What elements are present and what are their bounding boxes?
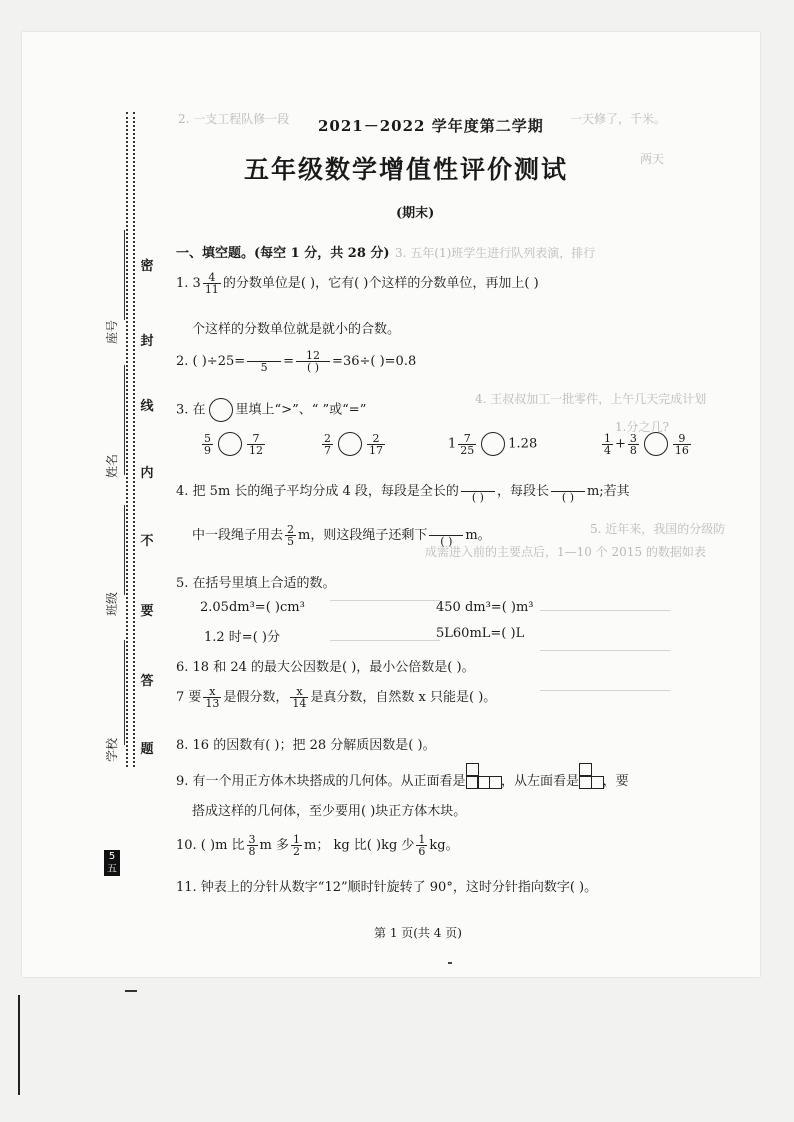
binding-dotted-line <box>126 112 128 767</box>
compare-pair-3: 1 $\frac{7}{25}$ 1.28 <box>448 431 538 457</box>
left-view-icon <box>579 774 603 789</box>
question-8: 8. 16 的因数有( )；把 28 分解质因数是( )。 <box>176 738 436 753</box>
bleed-chart <box>540 610 670 611</box>
bleed-text: 5. 近年来，我国的分级防 <box>590 522 726 536</box>
compare-pair-1: $\frac{5}{9}$ $\frac{7}{12}$ <box>204 431 263 457</box>
q3-prefix: 3. 在 <box>176 402 206 418</box>
bleed-text: 一天修了，千米。 <box>570 112 667 126</box>
binding-dotted-line <box>133 112 135 767</box>
q7-prefix: 7 要 <box>176 690 202 705</box>
page-footer: 第 1 页(共 4 页) <box>374 926 462 940</box>
school-year-term: 2021－2022 学年度第二学期 <box>318 117 544 135</box>
q10-suffix: kg。 <box>429 838 459 853</box>
seal-char: 内 <box>140 466 154 481</box>
exam-subtitle: (期末) <box>396 206 435 221</box>
q9-text: 9. 有一个用正方体木块搭成的几何体。从正面看是 <box>176 774 466 789</box>
seal-char: 不 <box>140 534 154 549</box>
school-label: 学校 <box>105 737 119 762</box>
q4-text: 4. 把 5m 长的绳子平均分成 4 段，每段是全长的 <box>176 484 459 499</box>
fraction-blank: $\frac{12}{( )}$ <box>296 350 330 373</box>
seal-char: 封 <box>140 334 154 349</box>
school-line <box>124 640 125 745</box>
compare-circle[interactable] <box>644 432 668 456</box>
q4-mid: ，每段长 <box>496 484 549 499</box>
question-5: 5. 在括号里填上合适的数。 <box>176 576 336 591</box>
compare-circle[interactable] <box>481 432 505 456</box>
question-1 <box>176 272 539 295</box>
q5-item-a: 2.05dm³=( )cm³ <box>200 600 305 615</box>
section-heading: 一、填空题。(每空 1 分，共 28 分) <box>176 246 390 261</box>
bleed-text: 成需进入前的主要点后，1—10 个 2015 的数据如表 <box>425 545 706 559</box>
name-label: 姓名 <box>105 453 119 478</box>
compare-circle[interactable] <box>218 432 242 456</box>
class-label: 班级 <box>105 591 119 616</box>
q5-item-d: 5L60mL=( )L <box>436 626 525 641</box>
name-line <box>124 365 125 475</box>
q3-suffix: 里填上“>”、“ ”或“=” <box>235 402 367 418</box>
fraction-blank[interactable]: ( ) <box>461 480 495 503</box>
seal-char: 密 <box>140 259 154 274</box>
q9-end: ，要 <box>602 774 629 789</box>
question-11: 11. 钟表上的分针从数字“12”顺时针旋转了 90°，这时分针指向数字( )。 <box>176 880 598 895</box>
q4-text2b: m，则这段绳子还剩下 <box>298 528 428 543</box>
stray-mark <box>125 990 137 992</box>
page-badge: 5 五 <box>104 850 120 876</box>
bleed-text: 1.分之几? <box>615 420 669 434</box>
circle-icon <box>209 398 233 422</box>
question-2: 2. ( )÷25= 5 = $\frac{12}{( )}$ =36÷( )=0.8 <box>176 349 417 374</box>
bleed-text: 2. 一支工程队修一段 <box>178 112 290 126</box>
seat-number-label: 座号 <box>105 319 119 344</box>
q5-item-c: 1.2 时=( )分 <box>204 630 280 645</box>
bleed-text: 3. 五年(1)班学生进行队列表演，排行 <box>395 246 596 260</box>
q2-suffix: =36÷( )=0.8 <box>332 354 417 369</box>
q1-prefix: 1. 3 <box>176 276 201 291</box>
question-4-cont: 中一段绳子用去 $\frac{2}{5}$ m，则这段绳子还剩下 ( ) m。 <box>192 523 491 548</box>
seal-char: 线 <box>140 399 154 414</box>
q10-mid2: m； kg 比( )kg 少 <box>304 838 415 853</box>
seal-char: 答 <box>140 674 154 689</box>
class-line <box>124 505 125 595</box>
question-6: 6. 18 和 24 的最大公因数是( )，最小公倍数是( )。 <box>176 660 475 675</box>
compare-pair-2: $\frac{2}{7}$ $\frac{2}{17}$ <box>324 431 383 457</box>
q4-text2: 中一段绳子用去 <box>192 528 284 543</box>
q4-text2c: m。 <box>465 528 491 543</box>
seal-char: 要 <box>140 604 154 619</box>
question-10: 10. ( )m 比 $\frac{3}{8}$ m 多 $\frac{1}{2}$ m； kg 比( )kg 少 $\frac{1}{6}$ kg。 <box>176 833 459 858</box>
front-view-icon <box>466 774 501 789</box>
fraction-blank: 5 <box>247 350 281 373</box>
bleed-chart <box>540 650 670 651</box>
q7-mid: 是假分数， <box>223 690 289 705</box>
compare-pair-4: $\frac{1}{4}$ + $\frac{3}{8}$ $\frac{9}{16}$ <box>604 431 689 457</box>
bleed-text: 4. 王叔叔加工一批零件，上午几天完成计划 <box>475 392 707 406</box>
q1-text: 的分数单位是( )，它有( )个这样的分数单位，再加上( ) <box>222 276 539 291</box>
q9-mid: ，从左面看是 <box>500 774 579 789</box>
question-7: 7 要 $\frac{x}{13}$ 是假分数， $\frac{x}{14}$ 是真分数，自然数 x 只能是( )。 <box>176 685 497 710</box>
bleed-chart <box>540 690 670 691</box>
fraction-blank[interactable]: ( ) <box>429 524 463 547</box>
fraction-blank[interactable]: ( ) <box>551 480 585 503</box>
question-9 <box>176 770 629 789</box>
bleed-table <box>330 640 440 641</box>
page-title: 五年级数学增值性评价测试 <box>244 155 569 184</box>
question-4 <box>176 480 630 503</box>
q4-end: m;若其 <box>586 484 630 499</box>
compare-circle[interactable] <box>338 432 362 456</box>
q10-prefix: 10. ( )m 比 <box>176 838 245 853</box>
q7-suffix: 是真分数，自然数 x 只能是( )。 <box>310 690 497 705</box>
question-9-cont: 搭成这样的几何体，至少要用( )块正方体木块。 <box>192 804 467 819</box>
q10-mid1: m 多 <box>259 838 290 853</box>
edge-line <box>18 995 20 1095</box>
q5-item-b: 450 dm³=( )m³ <box>436 600 534 615</box>
stray-dot <box>448 962 452 964</box>
bleed-table <box>330 600 440 601</box>
seal-char: 题 <box>140 742 154 757</box>
mixed-fraction: $\frac{4}{11}$ <box>204 271 219 296</box>
q2-prefix: 2. ( )÷25= <box>176 354 246 369</box>
seat-number-line <box>124 230 125 320</box>
question-1-cont: 个这样的分数单位就是就小的合数。 <box>192 322 401 337</box>
bleed-text: 两天 <box>640 152 665 166</box>
question-3 <box>176 398 366 422</box>
